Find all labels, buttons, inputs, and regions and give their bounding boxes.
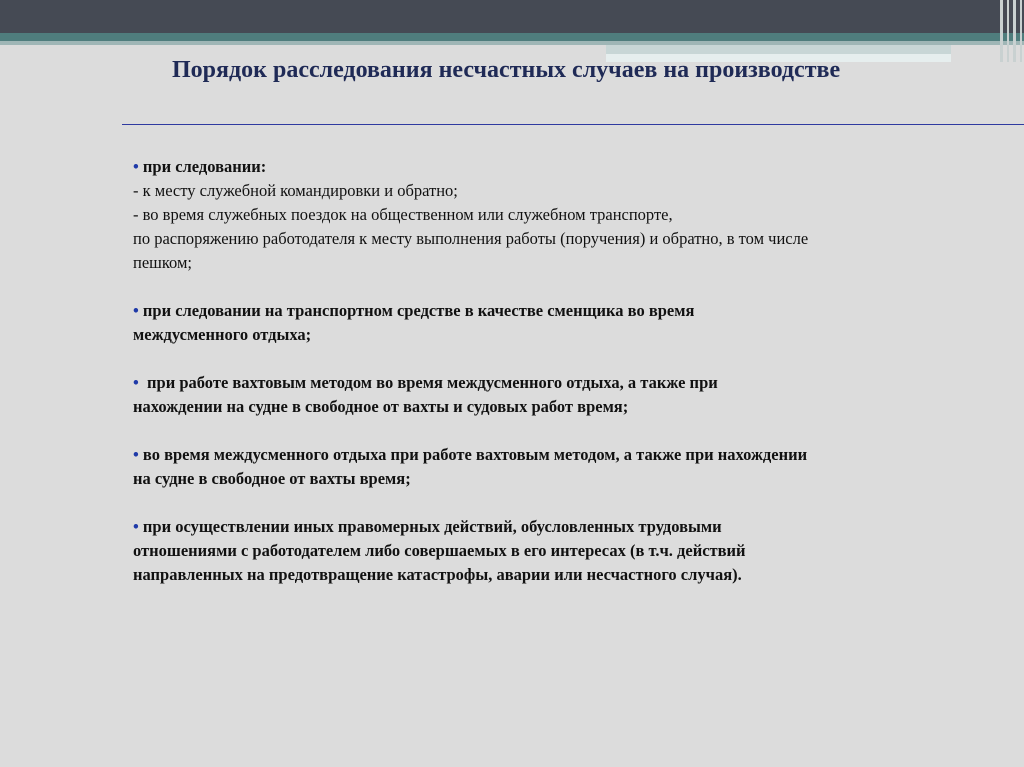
header-accent-stripe: [0, 33, 1024, 41]
list-line: по распоряжению работодателя к месту выполнения работы (поручения) и обратно, в том числе: [133, 229, 809, 248]
bullet-icon: •: [133, 373, 139, 392]
list-item: [133, 515, 973, 587]
bullet-icon: •: [133, 445, 139, 464]
list-line: на судне в свободное от вахты время;: [133, 469, 411, 488]
list-line: при следовании на транспортном средстве в качестве сменщика во время: [138, 301, 695, 320]
list-item: [133, 155, 973, 275]
list-line: направленных на предотвращение катастрофы, аварии или несчастного случая).: [133, 565, 742, 584]
slide-title: Порядок расследования несчастных случаев на производстве: [172, 57, 841, 83]
list-item: [133, 443, 973, 491]
slide-body: [133, 155, 973, 611]
list-line: междусменного отдыха;: [133, 325, 312, 344]
bullet-icon: •: [133, 157, 139, 176]
list-line: во время междусменного отдыха при работе вахтовым методом, а также при нахождении: [138, 445, 808, 464]
list-line: - во время служебных поездок на общественном или служебном транспорте,: [133, 205, 673, 224]
section-heading: при следовании:: [138, 157, 267, 176]
list-line: отношениями с работодателем либо совершаемых в его интересах (в т.ч. действий: [133, 541, 746, 560]
bullet-icon: •: [133, 517, 139, 536]
decorative-stripes: [996, 0, 1024, 62]
title-divider: [122, 124, 1024, 125]
list-line: - к месту служебной командировки и обратно;: [133, 181, 458, 200]
decorative-band: [606, 45, 951, 54]
list-item: [133, 299, 973, 347]
list-item: [133, 371, 973, 419]
bullet-icon: •: [133, 301, 139, 320]
header-bar: [0, 0, 1024, 33]
list-line: пешком;: [133, 253, 192, 272]
list-line: при работе вахтовым методом во время междусменного отдыха, а также при: [138, 373, 718, 392]
list-line: нахождении на судне в свободное от вахты и судовых работ время;: [133, 397, 629, 416]
list-line: при осуществлении иных правомерных действий, обусловленных трудовыми: [138, 517, 722, 536]
